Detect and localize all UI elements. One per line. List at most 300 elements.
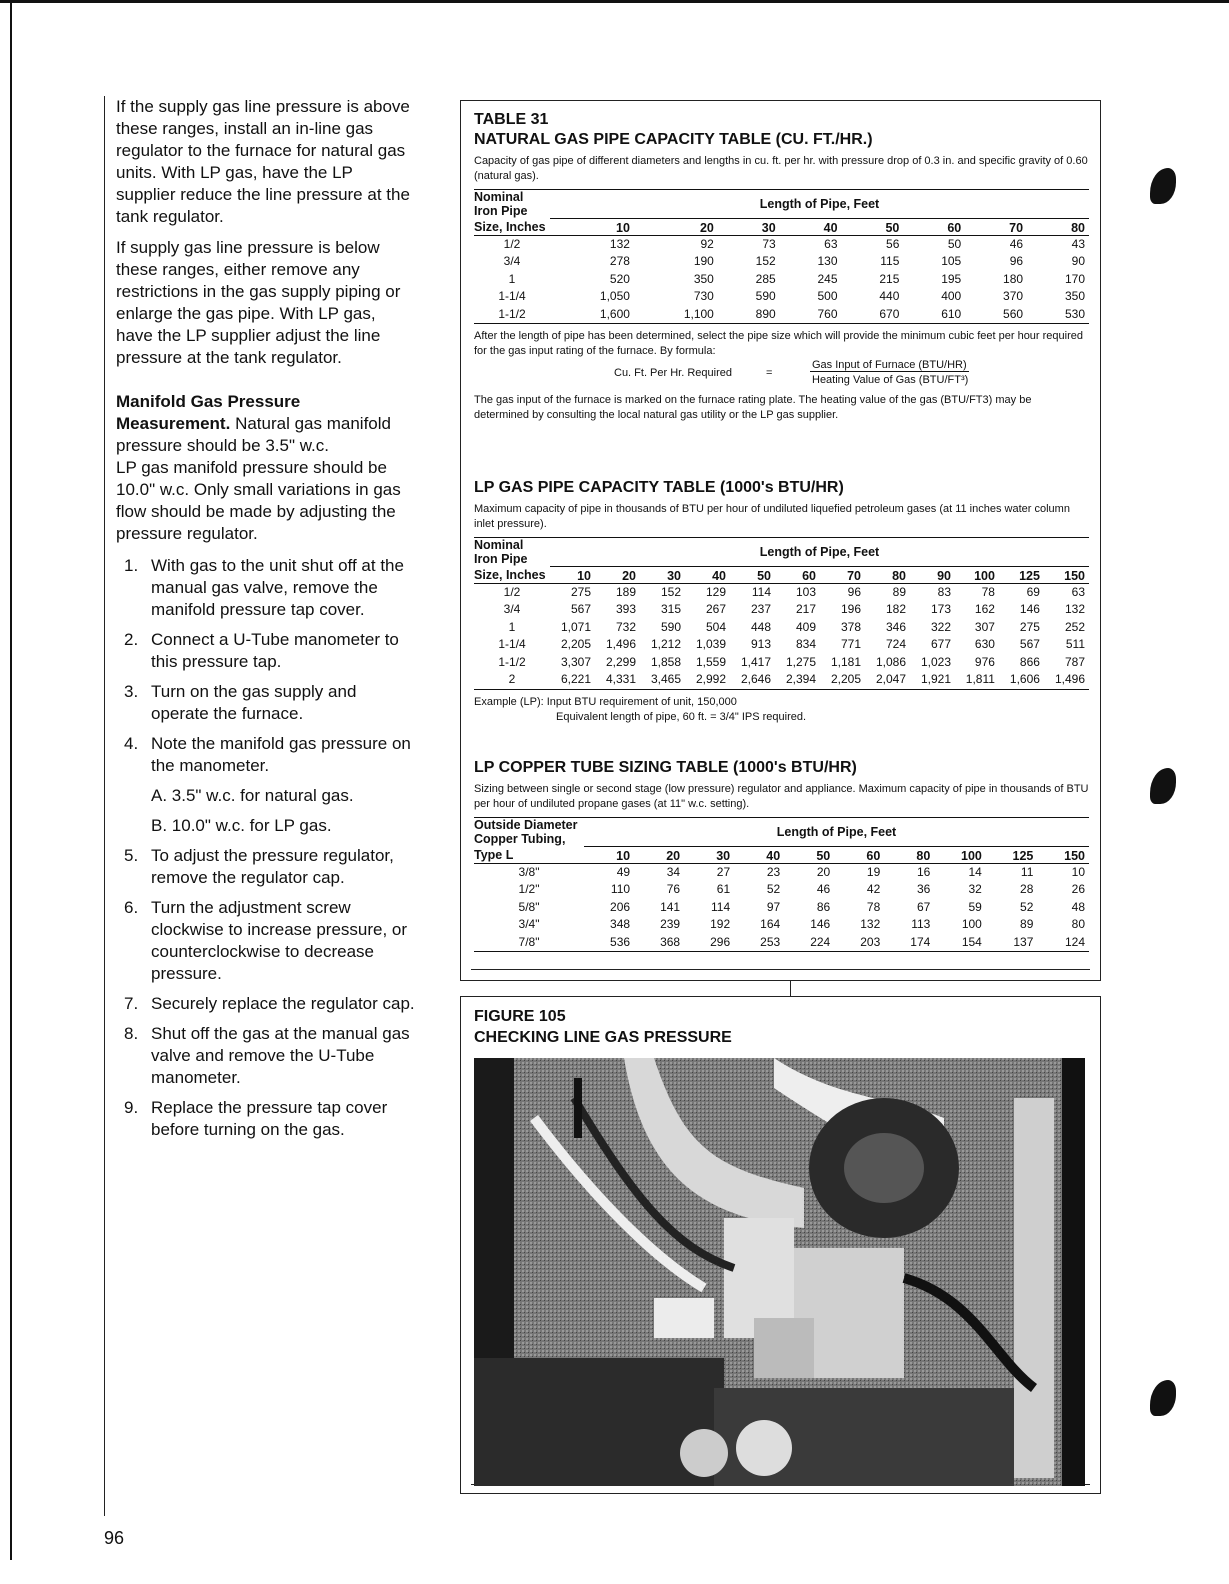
table-cell: 73 <box>762 236 776 251</box>
table-cell: 114 <box>711 899 731 914</box>
table-cell: 152 <box>660 584 681 599</box>
table-cell: 393 <box>615 602 636 616</box>
table-cell: 48 <box>1071 899 1085 914</box>
lp-table-title: LP GAS PIPE CAPACITY TABLE (1000's BTU/HR) <box>474 479 844 496</box>
copper-table-section <box>474 758 1089 952</box>
row-size-cell: 1/2 <box>503 236 521 251</box>
column-header: 40 <box>734 846 784 863</box>
table-row <box>474 253 1089 271</box>
table-cell: 520 <box>609 271 630 286</box>
table-cell: 36 <box>916 882 931 896</box>
table-cell: 130 <box>817 254 838 268</box>
box-connector <box>790 981 791 996</box>
table-cell: 20 <box>816 864 831 879</box>
table-cell: 34 <box>666 864 681 879</box>
table-cell: 378 <box>840 619 861 634</box>
table-cell: 192 <box>710 917 731 931</box>
table-cell: 19 <box>866 864 881 879</box>
column-header: 10 <box>550 218 634 235</box>
column-header: 30 <box>718 218 780 235</box>
table-cell: 141 <box>660 899 681 914</box>
table-cell: 1,086 <box>875 654 906 669</box>
table-cell: 215 <box>879 271 900 286</box>
table-cell: 97 <box>766 899 781 914</box>
step-number: 5. <box>124 846 139 865</box>
table-cell: 370 <box>1003 289 1024 303</box>
column-header: 50 <box>784 846 834 863</box>
table-cell: 787 <box>1064 654 1085 669</box>
row-header-line: Outside Diameter <box>474 818 584 833</box>
step-number: 4. <box>124 734 139 753</box>
table-cell: 46 <box>816 882 831 896</box>
table-cell: 1,023 <box>920 654 951 669</box>
table-cell: 92 <box>700 236 714 251</box>
table-cell: 137 <box>986 934 1038 952</box>
row-size-cell: 1/2 <box>503 584 521 599</box>
table-cell: 4,331 <box>595 671 640 689</box>
table-cell: 285 <box>755 271 776 286</box>
figure-heading <box>474 1006 732 1048</box>
table-cell: 350 <box>1064 289 1085 303</box>
row-header-line: Size, Inches <box>474 218 550 235</box>
table-row <box>474 863 1089 881</box>
step-item <box>116 681 416 725</box>
table-row <box>474 271 1089 289</box>
table-row <box>474 288 1089 306</box>
table-cell: 350 <box>693 271 714 286</box>
column-header: 40 <box>780 218 842 235</box>
table-cell: 2,047 <box>865 671 910 689</box>
table-cell: 132 <box>609 236 630 251</box>
table-cell: 124 <box>1037 934 1089 952</box>
table-cell: 23 <box>766 864 781 879</box>
registration-mark-icon <box>1150 168 1176 204</box>
table-cell: 724 <box>885 637 906 651</box>
table-cell: 732 <box>615 619 636 634</box>
formula-numerator: Gas Input of Furnace (BTU/HR) <box>812 359 967 371</box>
table-cell: 49 <box>616 864 631 879</box>
table-cell: 1,496 <box>1044 671 1089 689</box>
table-cell: 56 <box>886 236 900 251</box>
row-header-line: Copper Tubing, <box>474 832 566 846</box>
table-cell: 78 <box>981 584 995 599</box>
table-row <box>474 671 1089 689</box>
table-cell: 400 <box>941 289 962 303</box>
registration-mark-icon <box>1150 1380 1176 1416</box>
table-cell: 253 <box>734 934 784 952</box>
step-number: 8. <box>124 1024 139 1043</box>
table-cell: 322 <box>930 619 951 634</box>
row-header-line: Nominal <box>474 538 550 553</box>
row-size-cell: 3/4 <box>503 254 521 268</box>
table-cell: 536 <box>584 934 634 952</box>
table-cell: 296 <box>684 934 734 952</box>
column-header: 100 <box>955 566 999 583</box>
table-cell: 89 <box>1020 917 1034 931</box>
column-header: 10 <box>584 846 634 863</box>
row-size-cell: 1-1/4 <box>498 637 526 651</box>
column-header: 125 <box>999 566 1044 583</box>
column-header: 60 <box>834 846 884 863</box>
table-cell: 190 <box>693 254 714 268</box>
column-header: 125 <box>986 846 1038 863</box>
column-header: 70 <box>820 566 865 583</box>
top-border-line <box>0 0 1229 3</box>
table-cell: 173 <box>930 602 951 616</box>
table-cell: 2,299 <box>605 654 636 669</box>
table-cell: 103 <box>795 584 816 599</box>
column-header: 10 <box>550 566 595 583</box>
column-header: 60 <box>775 566 820 583</box>
table-cell: 129 <box>705 584 726 599</box>
paragraph-lp-gas-pressure: LP gas manifold pressure should be 10.0" w.c. Only small variations in gas flow should be made by adjusting the pressure regulator. <box>116 458 401 543</box>
step-number: 6. <box>124 898 139 917</box>
table-cell: 2,992 <box>685 671 730 689</box>
column-header: 150 <box>1037 846 1089 863</box>
table-cell: 89 <box>892 584 906 599</box>
column-header-row <box>474 846 1089 863</box>
table-cell: 206 <box>610 899 631 914</box>
table-cell: 59 <box>968 899 982 914</box>
table-cell: 10 <box>1071 864 1085 879</box>
table-cell: 890 <box>718 306 780 324</box>
row-size-cell: 1-1/4 <box>498 289 526 303</box>
step-text: With gas to the unit shut off at the manual gas valve, remove the manifold pressure tap cover. <box>151 556 404 619</box>
table-cell: 100 <box>961 917 982 931</box>
column-header: 150 <box>1044 566 1089 583</box>
step-item <box>116 733 416 777</box>
table-cell: 42 <box>866 882 881 896</box>
example-line: Equivalent length of pipe, 60 ft. = 3/4" IPS required. <box>556 710 807 723</box>
span-header: Length of Pipe, Feet <box>550 190 1089 219</box>
table-cell: 14 <box>968 864 982 879</box>
procedure-steps <box>116 555 416 777</box>
copper-tube-table <box>474 817 1089 952</box>
row-size-cell: 7/8" <box>474 934 584 952</box>
table-cell: 3,307 <box>560 654 591 669</box>
table-cell: 96 <box>847 584 861 599</box>
step-text: Connect a U-Tube manometer to this pressure tap. <box>151 630 399 671</box>
table-cell: 3,465 <box>640 671 685 689</box>
table-cell: 500 <box>817 289 838 303</box>
table-cell: 162 <box>974 602 995 616</box>
table-31-note-2: The gas input of the furnace is marked on the furnace rating plate. The heating value of the gas (BTU/FT3) may be determined by consulting the local natural gas utility or the LP gas supplier. <box>474 394 1032 421</box>
step-number: 1. <box>124 556 139 575</box>
table-cell: 174 <box>884 934 934 952</box>
lp-table-caption: Maximum capacity of pipe in thousands of BTU per hour of undiluted liquefied petroleum gases (at 11 inches water column inlet pressure). <box>474 503 1070 530</box>
row-size-cell: 5/8" <box>518 899 540 914</box>
row-size-cell: 1-1/2 <box>498 654 526 669</box>
table-31-title: NATURAL GAS PIPE CAPACITY TABLE (CU. FT./HR.) <box>474 131 873 148</box>
page-number: 96 <box>104 1528 125 1548</box>
table-cell: 146 <box>1019 602 1040 616</box>
left-column <box>116 96 416 1149</box>
table-cell: 6,221 <box>550 671 595 689</box>
table-cell: 730 <box>693 289 714 303</box>
step-number: 3. <box>124 682 139 701</box>
table-cell: 237 <box>750 602 771 616</box>
step-number: 7. <box>124 994 139 1013</box>
lp-table-section <box>474 478 1089 725</box>
table-cell: 1,100 <box>634 306 718 324</box>
table-cell: 28 <box>1020 882 1034 896</box>
table-cell: 189 <box>615 584 636 599</box>
natural-gas-table <box>474 189 1089 324</box>
table-cell: 1,071 <box>560 619 591 634</box>
table-cell: 195 <box>941 271 962 286</box>
column-header: 30 <box>684 846 734 863</box>
column-header: 100 <box>934 846 986 863</box>
table-cell: 67 <box>916 899 931 914</box>
table-row <box>474 583 1089 601</box>
table-row <box>474 934 1089 952</box>
table-cell: 504 <box>705 619 726 634</box>
table-cell: 368 <box>634 934 684 952</box>
table-cell: 43 <box>1071 236 1085 251</box>
table-cell: 567 <box>570 602 591 616</box>
table-cell: 224 <box>784 934 834 952</box>
table-cell: 1,181 <box>830 654 861 669</box>
table-cell: 180 <box>1003 271 1024 286</box>
table-cell: 590 <box>660 619 681 634</box>
table-row <box>474 916 1089 934</box>
row-size-cell: 3/4" <box>518 917 540 931</box>
table-cell: 46 <box>1009 236 1024 251</box>
table-row <box>474 881 1089 899</box>
table-cell: 1,050 <box>599 289 630 303</box>
table-cell: 76 <box>666 882 681 896</box>
step-text: Note the manifold gas pressure on the manometer. <box>151 734 411 775</box>
formula <box>474 359 1089 393</box>
table-cell: 346 <box>885 619 906 634</box>
table-cell: 610 <box>903 306 965 324</box>
table-cell: 170 <box>1064 271 1085 286</box>
table-cell: 976 <box>974 654 995 669</box>
column-header-row <box>474 566 1089 583</box>
paragraph-high-pressure: If the supply gas line pressure is above these ranges, install an in-line gas regulator to the furnace for natural gas units. With LP gas, have the LP supplier reduce the line pressure at the tank regulator. <box>116 97 410 226</box>
table-cell: 114 <box>751 584 771 599</box>
table-cell: 307 <box>974 619 995 634</box>
table-cell: 27 <box>716 864 731 879</box>
table-cell: 11 <box>1020 864 1034 879</box>
furnace-photo-image <box>474 1058 1085 1486</box>
table-cell: 86 <box>816 899 831 914</box>
table-cell: 96 <box>1009 254 1024 268</box>
step-text: Turn the adjustment screw clockwise to increase pressure, or counterclockwise to decrease pressure. <box>151 898 408 983</box>
table-cell: 52 <box>766 882 781 896</box>
table-cell: 252 <box>1064 619 1085 634</box>
table-cell: 78 <box>866 899 881 914</box>
table-row <box>474 306 1089 324</box>
table-cell: 913 <box>750 637 771 651</box>
table-cell: 154 <box>934 934 986 952</box>
table-cell: 511 <box>1065 637 1085 651</box>
table-cell: 152 <box>755 254 776 268</box>
table-cell: 1,600 <box>550 306 634 324</box>
left-border-line <box>10 0 12 1560</box>
table-cell: 677 <box>930 637 951 651</box>
table-cell: 1,212 <box>650 637 681 651</box>
table-row <box>474 636 1089 654</box>
table-body <box>474 583 1089 689</box>
section-heading: Manifold Gas Pressure Measurement. <box>116 392 301 433</box>
table-31-section <box>474 110 1089 423</box>
row-size-cell: 3/4 <box>503 602 521 616</box>
table-31-caption: Capacity of gas pipe of different diameters and lengths in cu. ft. per hr. with pressure drop of 0.3 in. and specific gravity of 0.60 (natural gas). <box>474 155 1088 182</box>
row-size-cell: 1 <box>508 619 516 634</box>
figure-label: FIGURE 105 <box>474 1008 566 1025</box>
table-cell: 63 <box>1071 584 1085 599</box>
row-size-cell: 3/8" <box>518 864 540 879</box>
table-cell: 530 <box>1027 306 1089 324</box>
table-cell: 1,417 <box>740 654 771 669</box>
row-header-line: Iron Pipe <box>474 552 528 566</box>
column-header: 60 <box>903 218 965 235</box>
table-cell: 52 <box>1020 899 1034 914</box>
table-row <box>474 654 1089 672</box>
column-header: 40 <box>685 566 730 583</box>
example-line: Example (LP): Input BTU requirement of unit, 150,000 <box>474 695 737 708</box>
column-header: 80 <box>1027 218 1089 235</box>
step-item <box>116 993 416 1015</box>
table-cell: 132 <box>1064 602 1085 616</box>
lp-gas-table <box>474 537 1089 690</box>
table-cell: 670 <box>842 306 904 324</box>
table-cell: 164 <box>760 917 781 931</box>
table-cell: 203 <box>834 934 884 952</box>
table-cell: 132 <box>860 917 881 931</box>
table-body <box>474 235 1089 324</box>
table-cell: 409 <box>795 619 816 634</box>
column-rule <box>104 96 105 1516</box>
table-31-note: After the length of pipe has been determined, select the pipe size which will provide the minimum cubic feet per hour required for the gas input rating of the furnace. By formula: <box>474 330 1084 357</box>
table-cell: 866 <box>1019 654 1040 669</box>
table-cell: 80 <box>1071 917 1085 931</box>
table-cell: 16 <box>916 864 931 879</box>
step-text: Shut off the gas at the manual gas valve and remove the U-Tube manometer. <box>151 1024 410 1087</box>
sub-item-natural: A. 3.5" w.c. for natural gas. <box>151 786 354 805</box>
table-row <box>474 899 1089 917</box>
furnace-photo <box>474 1058 1085 1486</box>
table-cell: 110 <box>610 882 631 896</box>
figure-title: CHECKING LINE GAS PRESSURE <box>474 1029 732 1046</box>
paragraph-low-pressure: If supply gas line pressure is below these ranges, either remove any restrictions in the gas supply piping or enlarge the gas pipe. With LP gas, have the LP supplier adjust the line pressure at the tank regulator. <box>116 238 401 367</box>
table-cell: 760 <box>780 306 842 324</box>
copper-table-caption: Sizing between single or second stage (low pressure) regulator and appliance. Maximum capacity of pipe in thousands of BTU per hour of undiluted propane gases (at 11" w.c. setting). <box>474 783 1089 810</box>
row-header-line: Size, Inches <box>474 566 550 583</box>
step-number: 2. <box>124 630 139 649</box>
column-header: 90 <box>910 566 955 583</box>
table-cell: 1,039 <box>695 637 726 651</box>
step-text: Turn on the gas supply and operate the furnace. <box>151 682 357 723</box>
table-cell: 245 <box>817 271 838 286</box>
formula-lhs: Cu. Ft. Per Hr. Required <box>614 367 732 379</box>
table-cell: 63 <box>824 236 838 251</box>
row-size-cell: 1/2" <box>518 882 540 896</box>
table-cell: 196 <box>840 602 861 616</box>
table-cell: 32 <box>968 882 982 896</box>
table-cell: 1,606 <box>999 671 1044 689</box>
table-cell: 275 <box>1019 619 1040 634</box>
table-31-label: TABLE 31 <box>474 111 549 128</box>
row-size-cell: 1 <box>508 271 516 286</box>
table-cell: 69 <box>1026 584 1040 599</box>
table-cell: 61 <box>716 882 731 896</box>
table-body <box>474 863 1089 952</box>
table-cell: 315 <box>660 602 681 616</box>
table-cell: 26 <box>1071 882 1085 896</box>
step-item <box>116 1023 416 1089</box>
column-header: 20 <box>595 566 640 583</box>
table-cell: 105 <box>941 254 962 268</box>
table-row <box>474 619 1089 637</box>
table-cell: 771 <box>840 637 861 651</box>
table-cell: 275 <box>570 584 591 599</box>
lp-example <box>474 695 1089 725</box>
table-cell: 440 <box>879 289 900 303</box>
sub-item-lp: B. 10.0" w.c. for LP gas. <box>151 816 332 835</box>
step-text: Replace the pressure tap cover before turning on the gas. <box>151 1098 388 1139</box>
table-cell: 1,811 <box>955 671 999 689</box>
table-cell: 448 <box>750 619 771 634</box>
column-header: 20 <box>634 218 718 235</box>
row-size-cell: 1-1/2 <box>474 306 550 324</box>
step-text: To adjust the pressure regulator, remove the regulator cap. <box>151 846 394 887</box>
table-cell: 1,275 <box>785 654 816 669</box>
span-header: Length of Pipe, Feet <box>550 538 1089 567</box>
table-cell: 217 <box>795 602 816 616</box>
table-cell: 278 <box>609 254 630 268</box>
row-header-line: Type L <box>474 846 584 863</box>
step-item <box>116 629 416 673</box>
table-cell: 2,394 <box>775 671 820 689</box>
step-text: Securely replace the regulator cap. <box>151 994 415 1013</box>
table-cell: 2,205 <box>820 671 865 689</box>
row-size-cell: 2 <box>474 671 550 689</box>
table-cell: 2,205 <box>560 637 591 651</box>
table-cell: 348 <box>610 917 631 931</box>
column-header: 30 <box>640 566 685 583</box>
registration-mark-icon <box>1150 768 1176 804</box>
table-cell: 1,921 <box>910 671 955 689</box>
table-cell: 560 <box>965 306 1027 324</box>
table-row <box>474 601 1089 619</box>
row-header-line: Iron Pipe <box>474 204 528 218</box>
step-item <box>116 1097 416 1141</box>
step-number: 9. <box>124 1098 139 1117</box>
table-cell: 50 <box>947 236 962 251</box>
column-header: 20 <box>634 846 684 863</box>
table-cell: 267 <box>705 602 726 616</box>
table-cell: 590 <box>755 289 776 303</box>
table-cell: 834 <box>795 637 816 651</box>
table-row <box>474 235 1089 253</box>
table-cell: 1,559 <box>695 654 726 669</box>
table-cell: 115 <box>880 254 900 268</box>
column-header: 70 <box>965 218 1027 235</box>
column-header-row <box>474 218 1089 235</box>
step-item <box>116 845 416 889</box>
table-cell: 83 <box>937 584 951 599</box>
paragraph-natural-gas-pressure: Natural gas manifold pressure should be 3.5" w.c. <box>116 414 391 455</box>
span-header: Length of Pipe, Feet <box>584 818 1089 847</box>
column-header: 50 <box>730 566 775 583</box>
table-cell: 239 <box>660 917 681 931</box>
row-header-line: Nominal <box>474 190 550 205</box>
table-cell: 1,496 <box>605 637 636 651</box>
column-header: 50 <box>842 218 904 235</box>
table-cell: 113 <box>911 917 931 931</box>
